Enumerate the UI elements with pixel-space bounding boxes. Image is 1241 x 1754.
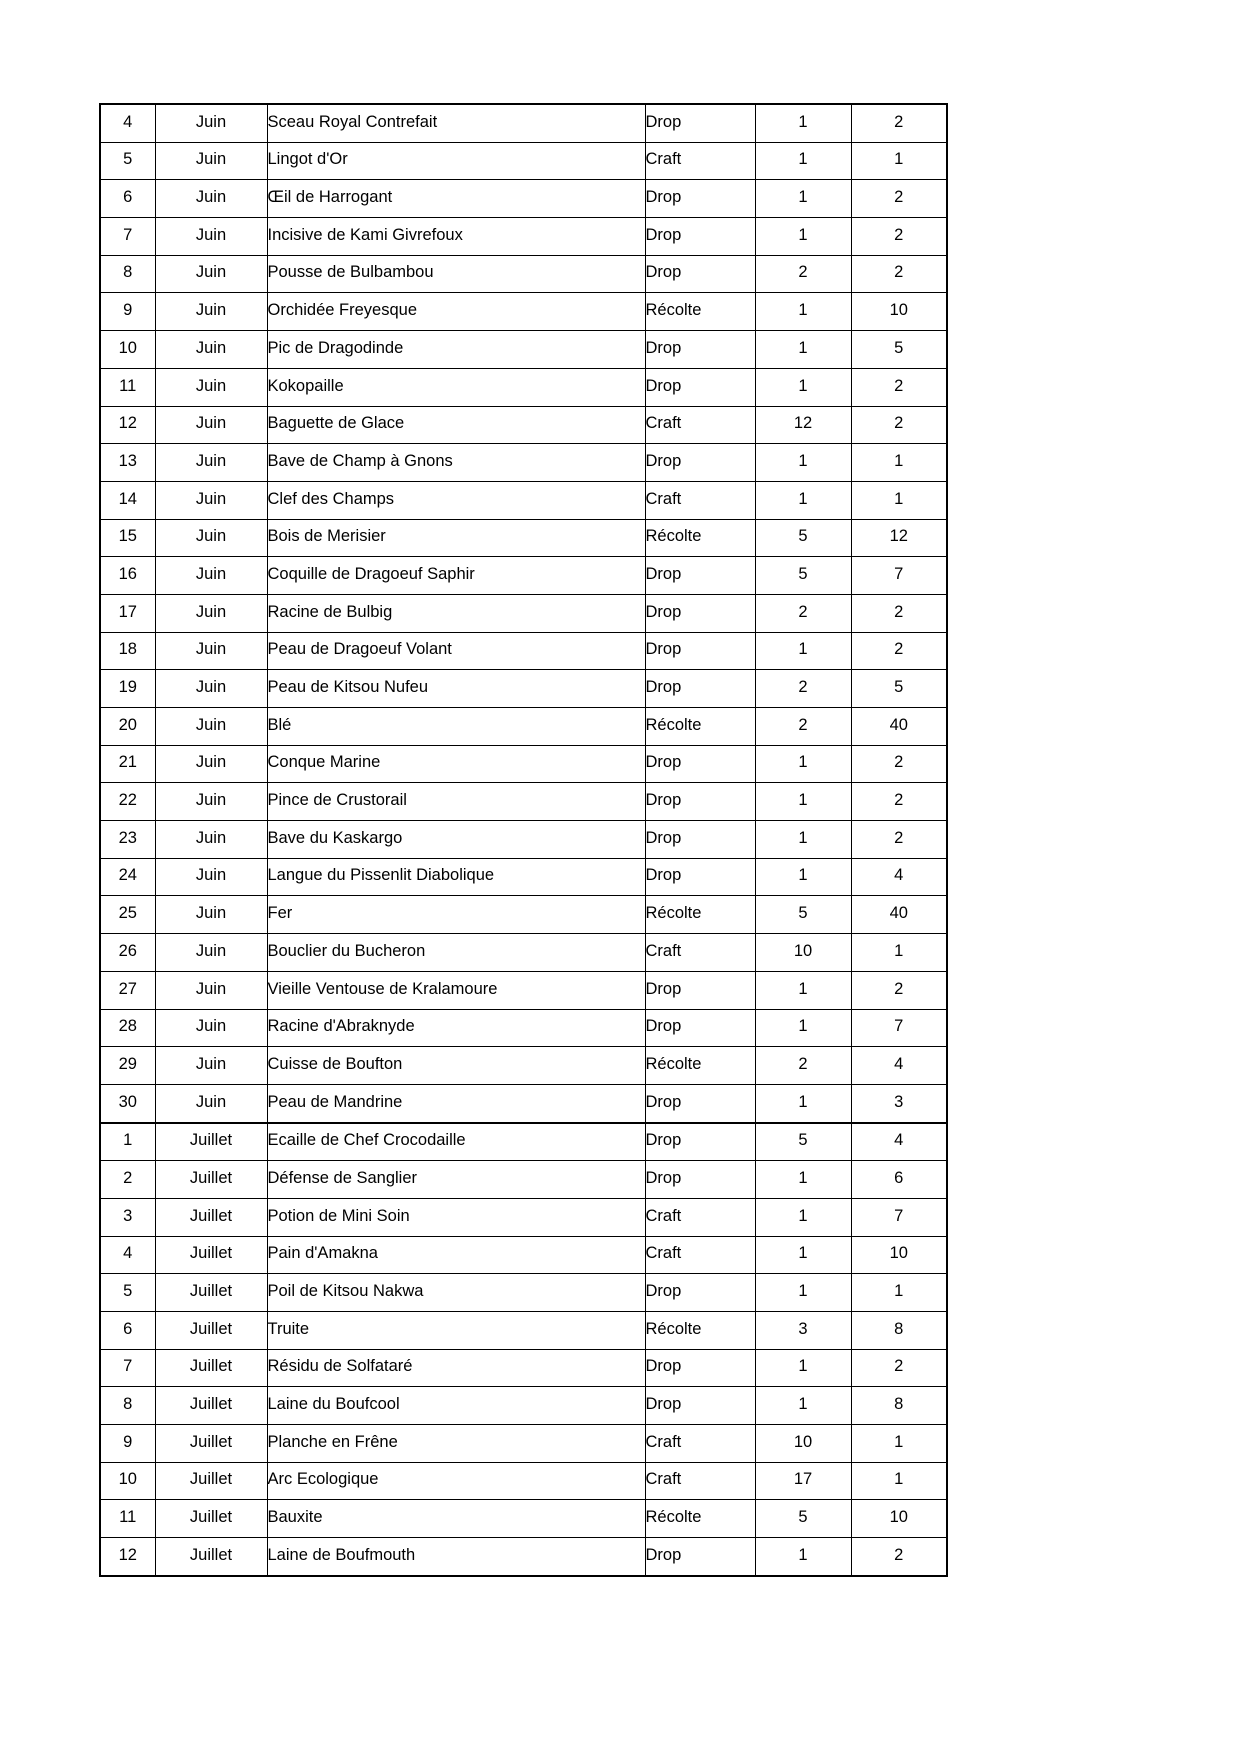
table-row	[100, 368, 947, 406]
cell-source-type: Drop	[645, 255, 755, 293]
cell-quantity-1: 1	[755, 104, 851, 142]
cell-quantity-1: 5	[755, 557, 851, 595]
cell-quantity-1: 2	[755, 255, 851, 293]
cell-source-type: Craft	[645, 142, 755, 180]
cell-quantity-2: 40	[851, 896, 947, 934]
cell-quantity-1: 12	[755, 406, 851, 444]
table-row	[100, 1274, 947, 1312]
cell-quantity-1: 1	[755, 632, 851, 670]
cell-day: 22	[100, 783, 155, 821]
cell-month: Juin	[155, 331, 267, 369]
cell-source-type: Drop	[645, 1123, 755, 1161]
table-row	[100, 1349, 947, 1387]
cell-quantity-1: 1	[755, 1387, 851, 1425]
table-row	[100, 1425, 947, 1463]
cell-item-name: Peau de Mandrine	[267, 1084, 645, 1122]
table-row	[100, 481, 947, 519]
cell-month: Juin	[155, 218, 267, 256]
cell-source-type: Drop	[645, 444, 755, 482]
cell-quantity-2: 2	[851, 594, 947, 632]
table-row	[100, 934, 947, 972]
cell-quantity-1: 3	[755, 1312, 851, 1350]
cell-month: Juin	[155, 1084, 267, 1122]
cell-source-type: Récolte	[645, 1047, 755, 1085]
cell-source-type: Drop	[645, 1387, 755, 1425]
cell-day: 23	[100, 821, 155, 859]
cell-quantity-1: 1	[755, 218, 851, 256]
cell-quantity-1: 5	[755, 1123, 851, 1161]
cell-item-name: Orchidée Freyesque	[267, 293, 645, 331]
cell-item-name: Lingot d'Or	[267, 142, 645, 180]
cell-month: Juin	[155, 708, 267, 746]
table-row	[100, 670, 947, 708]
cell-item-name: Pic de Dragodinde	[267, 331, 645, 369]
cell-month: Juin	[155, 1047, 267, 1085]
table-row	[100, 821, 947, 859]
cell-source-type: Craft	[645, 1236, 755, 1274]
cell-quantity-1: 1	[755, 783, 851, 821]
table-row	[100, 1161, 947, 1199]
cell-item-name: Œil de Harrogant	[267, 180, 645, 218]
cell-month: Juillet	[155, 1462, 267, 1500]
cell-quantity-1: 1	[755, 444, 851, 482]
cell-day: 16	[100, 557, 155, 595]
cell-day: 15	[100, 519, 155, 557]
cell-quantity-2: 2	[851, 218, 947, 256]
cell-day: 7	[100, 1349, 155, 1387]
cell-day: 1	[100, 1123, 155, 1161]
cell-quantity-1: 1	[755, 331, 851, 369]
table-row	[100, 1387, 947, 1425]
cell-item-name: Blé	[267, 708, 645, 746]
cell-quantity-1: 2	[755, 708, 851, 746]
cell-quantity-2: 4	[851, 858, 947, 896]
cell-quantity-1: 10	[755, 1425, 851, 1463]
table-row	[100, 557, 947, 595]
cell-quantity-1: 10	[755, 934, 851, 972]
cell-quantity-2: 2	[851, 180, 947, 218]
cell-month: Juin	[155, 255, 267, 293]
cell-quantity-2: 2	[851, 783, 947, 821]
cell-quantity-1: 5	[755, 519, 851, 557]
cell-item-name: Bauxite	[267, 1500, 645, 1538]
cell-source-type: Craft	[645, 934, 755, 972]
cell-item-name: Bave de Champ à Gnons	[267, 444, 645, 482]
cell-source-type: Drop	[645, 745, 755, 783]
cell-source-type: Drop	[645, 670, 755, 708]
cell-quantity-1: 1	[755, 1009, 851, 1047]
cell-quantity-1: 17	[755, 1462, 851, 1500]
table-row	[100, 1312, 947, 1350]
table-row	[100, 331, 947, 369]
cell-source-type: Drop	[645, 331, 755, 369]
cell-quantity-2: 3	[851, 1084, 947, 1122]
cell-source-type: Drop	[645, 557, 755, 595]
cell-month: Juin	[155, 142, 267, 180]
cell-source-type: Drop	[645, 1274, 755, 1312]
cell-quantity-1: 1	[755, 1236, 851, 1274]
cell-day: 14	[100, 481, 155, 519]
table-row	[100, 218, 947, 256]
cell-quantity-1: 2	[755, 670, 851, 708]
cell-item-name: Poil de Kitsou Nakwa	[267, 1274, 645, 1312]
cell-month: Juin	[155, 481, 267, 519]
table-row	[100, 142, 947, 180]
cell-month: Juin	[155, 444, 267, 482]
cell-quantity-1: 1	[755, 821, 851, 859]
cell-source-type: Drop	[645, 180, 755, 218]
cell-quantity-1: 1	[755, 481, 851, 519]
cell-day: 13	[100, 444, 155, 482]
cell-source-type: Drop	[645, 594, 755, 632]
cell-source-type: Drop	[645, 783, 755, 821]
table-row	[100, 1198, 947, 1236]
cell-day: 6	[100, 1312, 155, 1350]
cell-quantity-2: 6	[851, 1161, 947, 1199]
cell-month: Juillet	[155, 1161, 267, 1199]
cell-day: 5	[100, 142, 155, 180]
table-row	[100, 444, 947, 482]
cell-quantity-2: 2	[851, 971, 947, 1009]
table-row	[100, 1236, 947, 1274]
cell-day: 12	[100, 1538, 155, 1576]
cell-day: 29	[100, 1047, 155, 1085]
cell-source-type: Craft	[645, 1425, 755, 1463]
cell-day: 4	[100, 1236, 155, 1274]
cell-quantity-2: 5	[851, 331, 947, 369]
cell-item-name: Planche en Frêne	[267, 1425, 645, 1463]
table-row	[100, 708, 947, 746]
cell-source-type: Craft	[645, 1462, 755, 1500]
cell-month: Juin	[155, 1009, 267, 1047]
cell-day: 2	[100, 1161, 155, 1199]
cell-quantity-1: 1	[755, 1084, 851, 1122]
cell-day: 7	[100, 218, 155, 256]
cell-source-type: Récolte	[645, 293, 755, 331]
cell-source-type: Drop	[645, 1084, 755, 1122]
cell-month: Juin	[155, 858, 267, 896]
cell-source-type: Drop	[645, 1349, 755, 1387]
cell-source-type: Drop	[645, 858, 755, 896]
table-row	[100, 255, 947, 293]
cell-item-name: Conque Marine	[267, 745, 645, 783]
cell-source-type: Drop	[645, 104, 755, 142]
cell-month: Juillet	[155, 1500, 267, 1538]
cell-item-name: Potion de Mini Soin	[267, 1198, 645, 1236]
cell-quantity-1: 1	[755, 293, 851, 331]
cell-item-name: Pain d'Amakna	[267, 1236, 645, 1274]
cell-month: Juin	[155, 745, 267, 783]
cell-month: Juin	[155, 821, 267, 859]
cell-day: 4	[100, 104, 155, 142]
cell-month: Juin	[155, 519, 267, 557]
cell-item-name: Bave du Kaskargo	[267, 821, 645, 859]
cell-source-type: Récolte	[645, 1500, 755, 1538]
cell-quantity-2: 2	[851, 1538, 947, 1576]
cell-source-type: Drop	[645, 971, 755, 1009]
cell-day: 21	[100, 745, 155, 783]
cell-source-type: Drop	[645, 632, 755, 670]
table-row	[100, 745, 947, 783]
cell-quantity-1: 1	[755, 745, 851, 783]
table-row	[100, 406, 947, 444]
table-row	[100, 1009, 947, 1047]
cell-quantity-2: 7	[851, 1009, 947, 1047]
cell-day: 26	[100, 934, 155, 972]
table-row	[100, 293, 947, 331]
cell-source-type: Craft	[645, 481, 755, 519]
cell-month: Juin	[155, 783, 267, 821]
table-row	[100, 896, 947, 934]
cell-month: Juillet	[155, 1123, 267, 1161]
cell-day: 17	[100, 594, 155, 632]
cell-item-name: Coquille de Dragoeuf Saphir	[267, 557, 645, 595]
cell-day: 3	[100, 1198, 155, 1236]
cell-quantity-1: 2	[755, 1047, 851, 1085]
cell-quantity-1: 1	[755, 142, 851, 180]
cell-item-name: Pince de Crustorail	[267, 783, 645, 821]
cell-item-name: Kokopaille	[267, 368, 645, 406]
cell-item-name: Ecaille de Chef Crocodaille	[267, 1123, 645, 1161]
cell-quantity-1: 1	[755, 1198, 851, 1236]
cell-source-type: Drop	[645, 368, 755, 406]
cell-item-name: Défense de Sanglier	[267, 1161, 645, 1199]
cell-quantity-1: 2	[755, 594, 851, 632]
cell-month: Juillet	[155, 1349, 267, 1387]
cell-quantity-2: 8	[851, 1387, 947, 1425]
cell-day: 25	[100, 896, 155, 934]
cell-quantity-2: 2	[851, 821, 947, 859]
cell-day: 6	[100, 180, 155, 218]
cell-quantity-1: 1	[755, 1274, 851, 1312]
table-row	[100, 1084, 947, 1122]
cell-quantity-2: 1	[851, 1462, 947, 1500]
cell-source-type: Drop	[645, 821, 755, 859]
table-row	[100, 1538, 947, 1576]
cell-quantity-1: 1	[755, 368, 851, 406]
cell-item-name: Peau de Dragoeuf Volant	[267, 632, 645, 670]
table-row	[100, 1123, 947, 1161]
cell-month: Juillet	[155, 1198, 267, 1236]
cell-month: Juin	[155, 293, 267, 331]
cell-quantity-1: 5	[755, 896, 851, 934]
table-row	[100, 594, 947, 632]
cell-quantity-2: 2	[851, 104, 947, 142]
cell-day: 5	[100, 1274, 155, 1312]
cell-quantity-1: 1	[755, 180, 851, 218]
cell-source-type: Récolte	[645, 1312, 755, 1350]
table-row	[100, 858, 947, 896]
cell-quantity-1: 1	[755, 858, 851, 896]
cell-quantity-2: 4	[851, 1123, 947, 1161]
cell-quantity-2: 7	[851, 1198, 947, 1236]
cell-item-name: Langue du Pissenlit Diabolique	[267, 858, 645, 896]
table-row	[100, 104, 947, 142]
cell-day: 19	[100, 670, 155, 708]
cell-month: Juin	[155, 368, 267, 406]
cell-quantity-2: 1	[851, 481, 947, 519]
cell-source-type: Drop	[645, 1009, 755, 1047]
cell-source-type: Drop	[645, 1161, 755, 1199]
cell-day: 28	[100, 1009, 155, 1047]
cell-item-name: Vieille Ventouse de Kralamoure	[267, 971, 645, 1009]
cell-day: 30	[100, 1084, 155, 1122]
cell-quantity-2: 4	[851, 1047, 947, 1085]
cell-quantity-2: 1	[851, 142, 947, 180]
cell-quantity-2: 2	[851, 745, 947, 783]
cell-item-name: Racine d'Abraknyde	[267, 1009, 645, 1047]
cell-item-name: Pousse de Bulbambou	[267, 255, 645, 293]
cell-item-name: Clef des Champs	[267, 481, 645, 519]
table-body	[100, 104, 947, 1576]
table-container	[99, 103, 946, 1577]
cell-quantity-2: 10	[851, 293, 947, 331]
cell-day: 18	[100, 632, 155, 670]
cell-day: 9	[100, 1425, 155, 1463]
cell-source-type: Récolte	[645, 519, 755, 557]
cell-day: 9	[100, 293, 155, 331]
cell-item-name: Baguette de Glace	[267, 406, 645, 444]
cell-month: Juillet	[155, 1538, 267, 1576]
cell-month: Juin	[155, 406, 267, 444]
cell-quantity-2: 1	[851, 1425, 947, 1463]
cell-day: 10	[100, 1462, 155, 1500]
cell-item-name: Peau de Kitsou Nufeu	[267, 670, 645, 708]
cell-day: 27	[100, 971, 155, 1009]
table-row	[100, 971, 947, 1009]
cell-item-name: Incisive de Kami Givrefoux	[267, 218, 645, 256]
cell-item-name: Racine de Bulbig	[267, 594, 645, 632]
cell-item-name: Laine du Boufcool	[267, 1387, 645, 1425]
cell-day: 11	[100, 368, 155, 406]
resource-schedule-table	[99, 103, 948, 1577]
table-row	[100, 1047, 947, 1085]
cell-month: Juin	[155, 670, 267, 708]
cell-month: Juillet	[155, 1236, 267, 1274]
cell-item-name: Bois de Merisier	[267, 519, 645, 557]
cell-day: 10	[100, 331, 155, 369]
cell-month: Juin	[155, 594, 267, 632]
cell-month: Juillet	[155, 1425, 267, 1463]
cell-day: 11	[100, 1500, 155, 1538]
table-row	[100, 1462, 947, 1500]
cell-item-name: Sceau Royal Contrefait	[267, 104, 645, 142]
cell-source-type: Récolte	[645, 708, 755, 746]
cell-quantity-2: 7	[851, 557, 947, 595]
cell-item-name: Résidu de Solfataré	[267, 1349, 645, 1387]
cell-quantity-1: 1	[755, 1538, 851, 1576]
cell-quantity-2: 2	[851, 255, 947, 293]
cell-month: Juillet	[155, 1312, 267, 1350]
cell-quantity-2: 8	[851, 1312, 947, 1350]
cell-day: 8	[100, 1387, 155, 1425]
cell-day: 12	[100, 406, 155, 444]
cell-source-type: Drop	[645, 218, 755, 256]
cell-source-type: Craft	[645, 1198, 755, 1236]
cell-quantity-1: 1	[755, 1161, 851, 1199]
cell-item-name: Cuisse de Boufton	[267, 1047, 645, 1085]
cell-quantity-2: 1	[851, 1274, 947, 1312]
cell-month: Juin	[155, 104, 267, 142]
cell-month: Juillet	[155, 1387, 267, 1425]
cell-month: Juin	[155, 971, 267, 1009]
cell-quantity-2: 12	[851, 519, 947, 557]
table-row	[100, 1500, 947, 1538]
cell-month: Juin	[155, 934, 267, 972]
cell-source-type: Récolte	[645, 896, 755, 934]
cell-day: 20	[100, 708, 155, 746]
cell-quantity-2: 1	[851, 934, 947, 972]
cell-item-name: Arc Ecologique	[267, 1462, 645, 1500]
table-row	[100, 783, 947, 821]
cell-day: 8	[100, 255, 155, 293]
cell-quantity-2: 40	[851, 708, 947, 746]
table-row	[100, 632, 947, 670]
cell-quantity-1: 1	[755, 971, 851, 1009]
cell-quantity-2: 5	[851, 670, 947, 708]
cell-item-name: Fer	[267, 896, 645, 934]
cell-quantity-2: 2	[851, 632, 947, 670]
cell-quantity-2: 2	[851, 1349, 947, 1387]
table-row	[100, 180, 947, 218]
cell-quantity-2: 10	[851, 1236, 947, 1274]
cell-item-name: Laine de Boufmouth	[267, 1538, 645, 1576]
cell-day: 24	[100, 858, 155, 896]
cell-quantity-1: 1	[755, 1349, 851, 1387]
table-row	[100, 519, 947, 557]
cell-month: Juin	[155, 896, 267, 934]
cell-month: Juillet	[155, 1274, 267, 1312]
cell-source-type: Craft	[645, 406, 755, 444]
cell-month: Juin	[155, 557, 267, 595]
cell-quantity-2: 10	[851, 1500, 947, 1538]
cell-source-type: Drop	[645, 1538, 755, 1576]
cell-item-name: Truite	[267, 1312, 645, 1350]
cell-item-name: Bouclier du Bucheron	[267, 934, 645, 972]
cell-quantity-2: 1	[851, 444, 947, 482]
cell-quantity-2: 2	[851, 368, 947, 406]
cell-month: Juin	[155, 180, 267, 218]
cell-month: Juin	[155, 632, 267, 670]
cell-quantity-1: 5	[755, 1500, 851, 1538]
cell-quantity-2: 2	[851, 406, 947, 444]
